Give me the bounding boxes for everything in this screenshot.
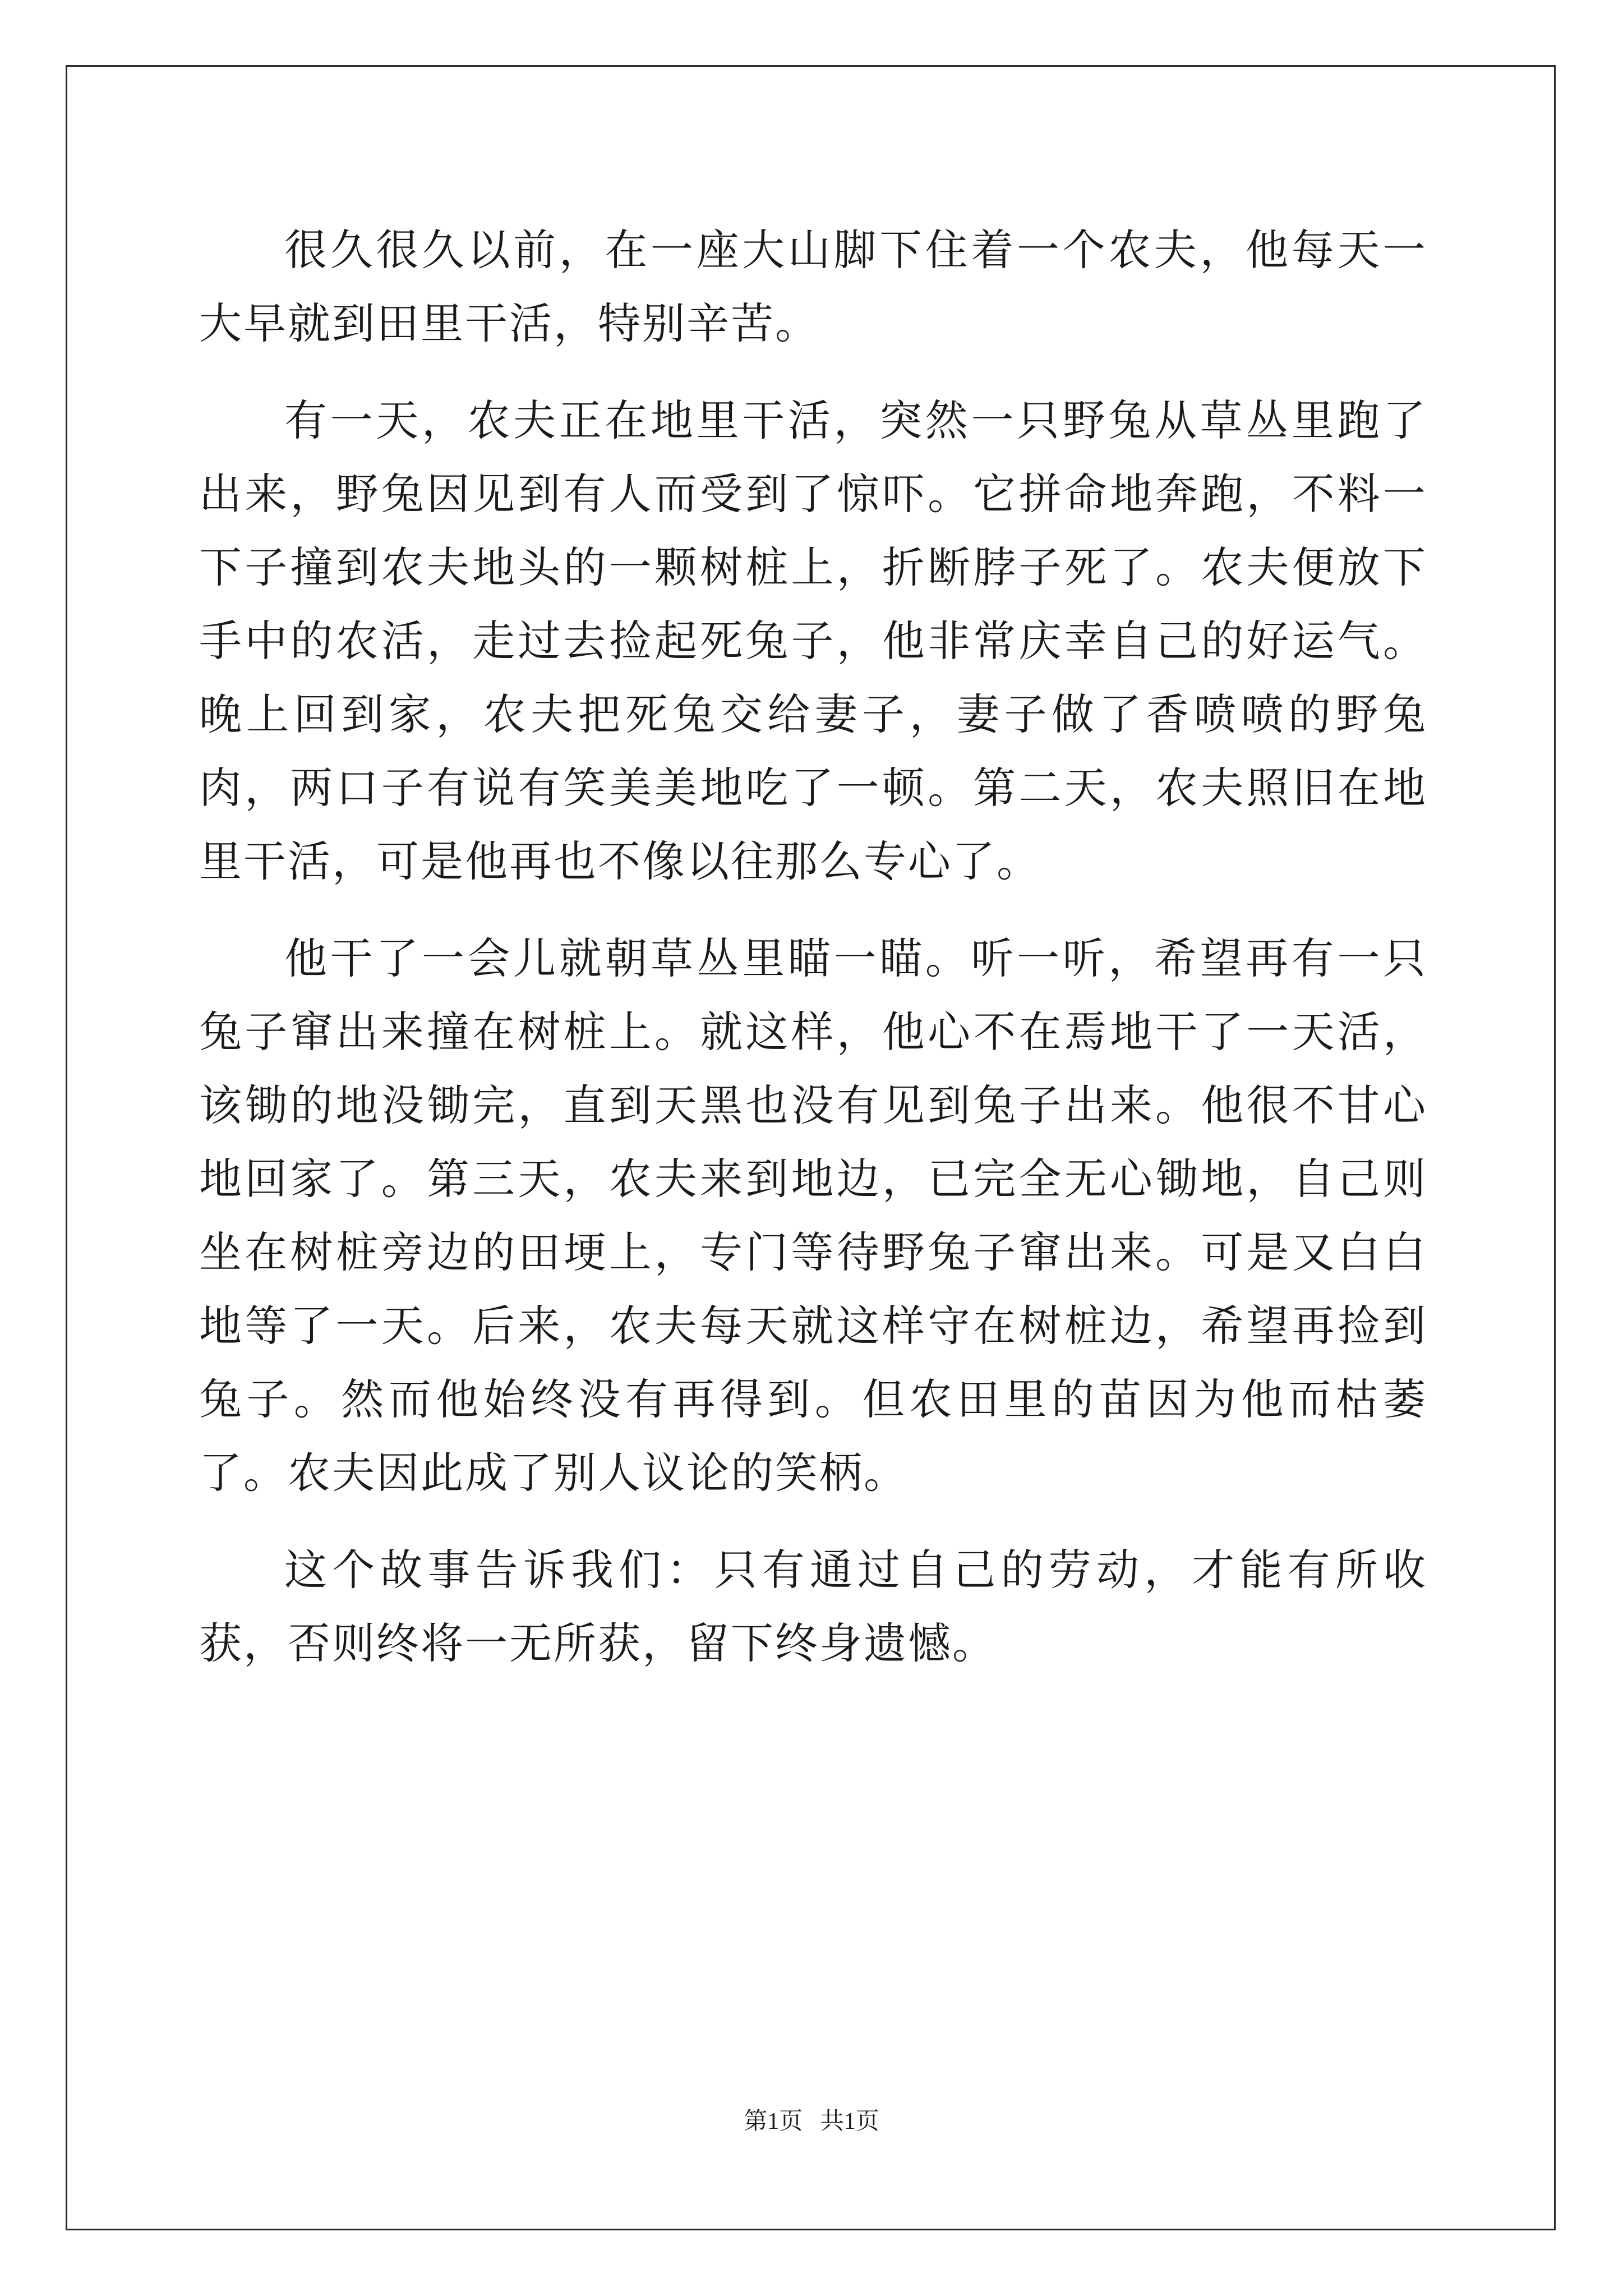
paragraph-1: 很久很久以前，在一座大山脚下住着一个农夫，他每天一大早就到田里干活，特别辛苦。 — [199, 225, 1427, 348]
paragraph-2: 有一天，农夫正在地里干活，突然一只野兔从草丛里跑了出来，野兔因见到有人而受到了惊吓。它拼命地奔跑，不料一下子撞到农夫地头的一颗树桩上，折断脖子死了。农夫便放下手中的农活，走过去捡起死兔子，他非常庆幸自己的好运气。晚上回到家，农夫把死兔交给妻子，妻子做了香喷喷的野兔肉，两口子有说有笑美美地吃了一顿。第二天，农夫照旧在地里干活，可是他再也不像以往那么专心了。 — [199, 395, 1427, 886]
page-number-footer: 第1页 共1页 — [744, 2109, 879, 2134]
document-body — [199, 213, 1427, 1704]
paragraph-3: 他干了一会儿就朝草丛里瞄一瞄。听一听，希望再有一只兔子窜出来撞在树桩上。就这样，他心不在焉地干了一天活，该锄的地没锄完，直到天黑也没有见到兔子出来。他很不甘心地回家了。第三天，农夫来到地边，已完全无心锄地，自己则坐在树桩旁边的田埂上，专门等待野兔子窜出来。可是又白白地等了一天。后来，农夫每天就这样守在树桩边，希望再捡到兔子。然而他始终没有再得到。但农田里的苗因为他而枯萎了。农夫因此成了别人议论的笑柄。 — [199, 933, 1427, 1498]
paragraph-4: 这个故事告诉我们：只有通过自己的劳动，才能有所收获，否则终将一无所获，留下终身遗憾。 — [199, 1545, 1427, 1668]
